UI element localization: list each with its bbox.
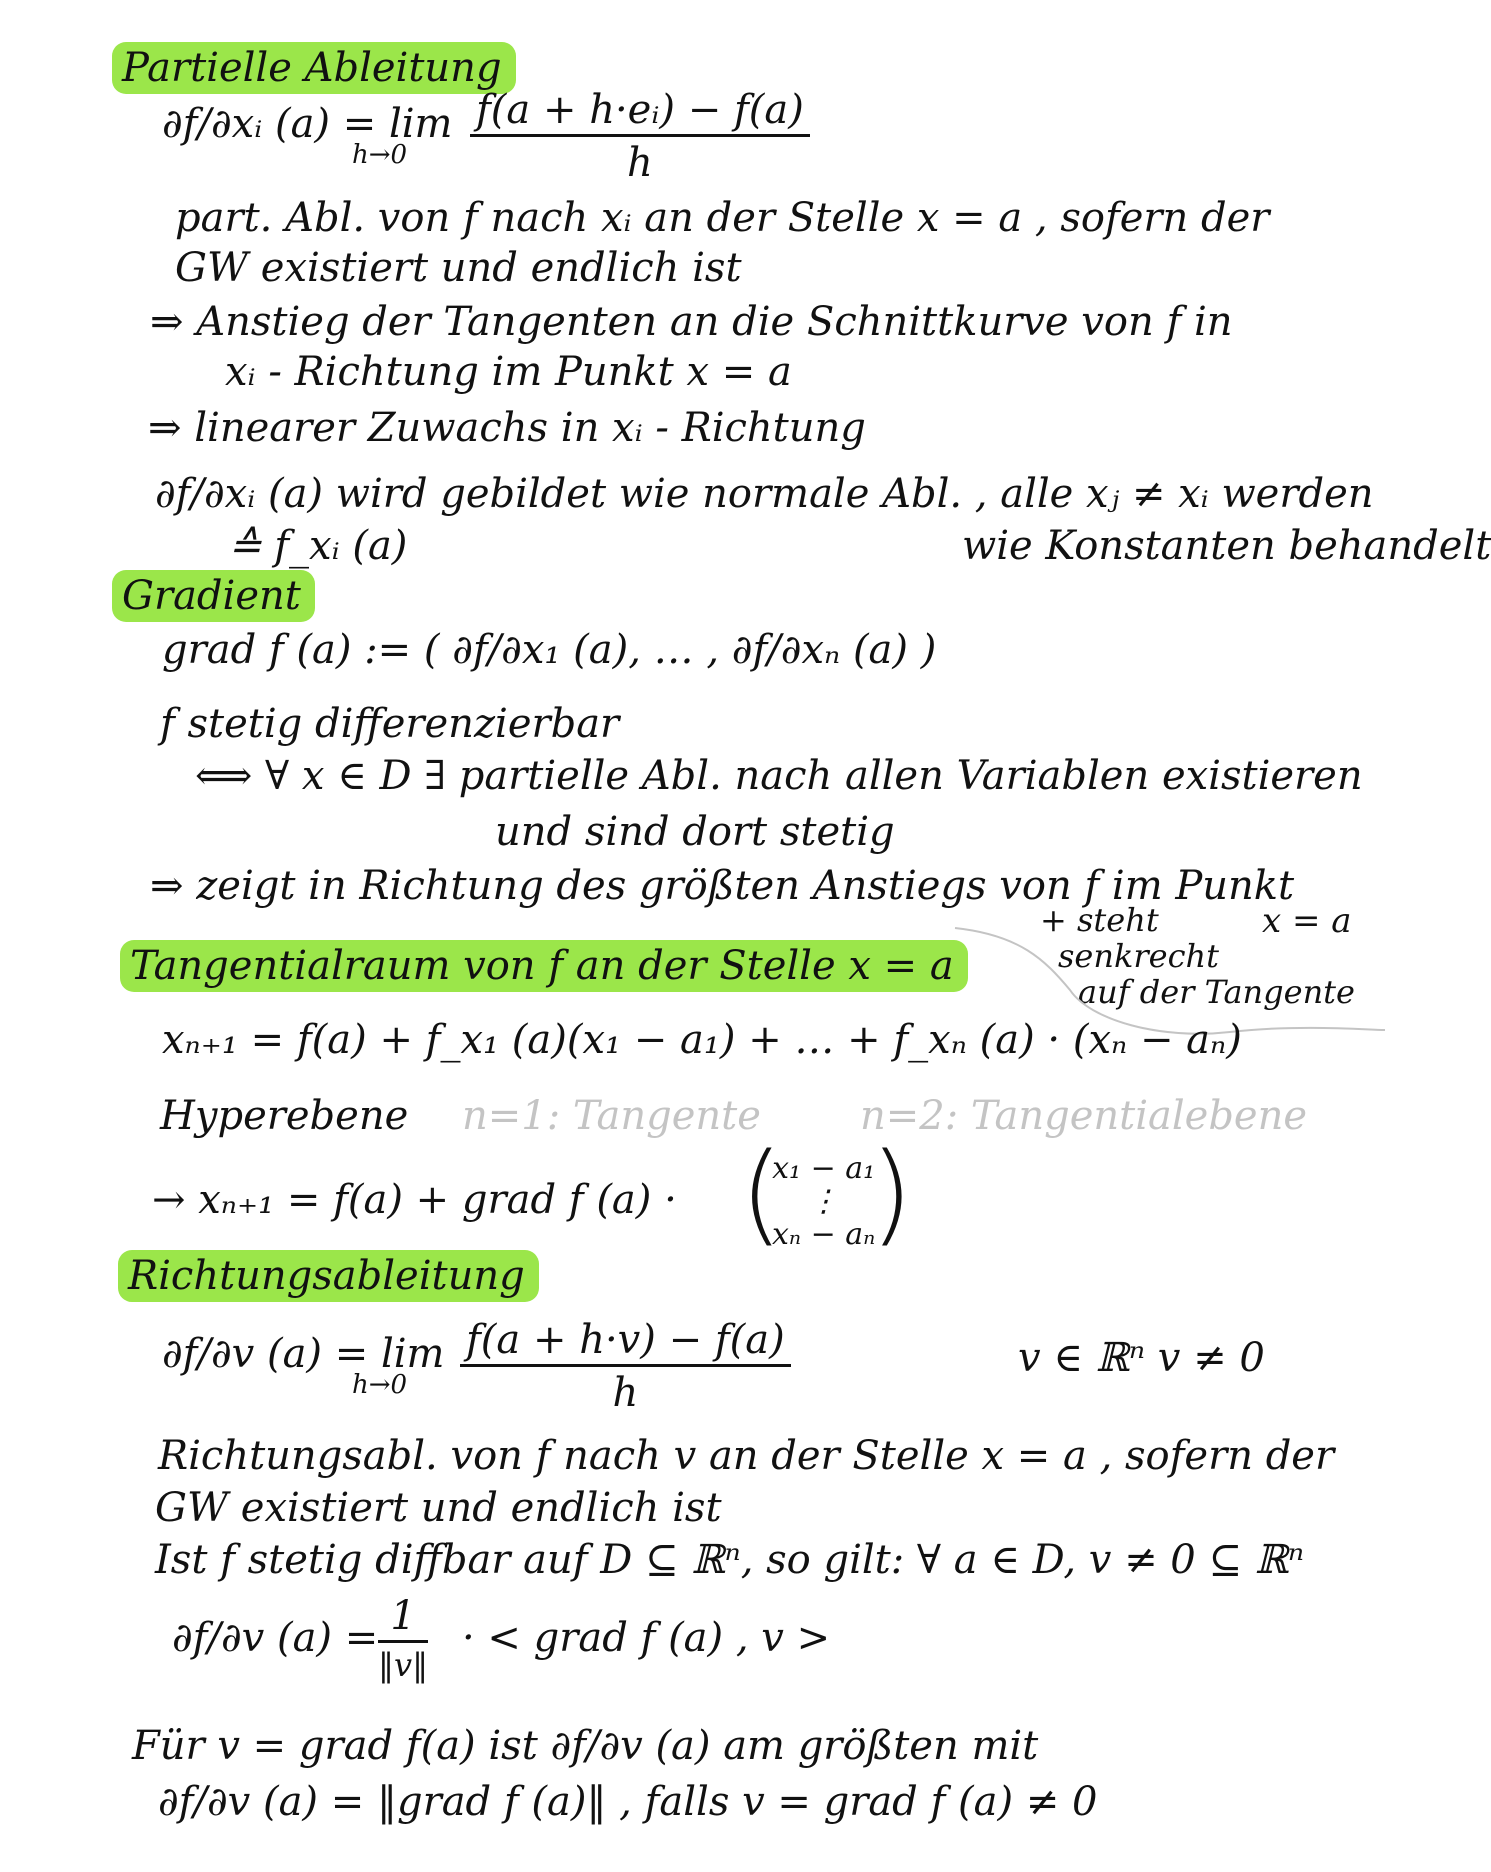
directional-formula-2-denominator: ‖v‖ <box>378 1646 429 1684</box>
partial-text-line-1: part. Abl. von f nach xᵢ an der Stelle x = a , sofern der <box>175 195 1270 241</box>
partial-text-line-6b-right: wie Konstanten behandelt <box>962 523 1491 569</box>
tangent-space-note-n1: n=1: Tangente <box>462 1093 761 1139</box>
partial-text-line-5: ⇒ linearer Zuwachs in xᵢ - Richtung <box>148 405 866 451</box>
directional-formula-fraction <box>460 1317 791 1416</box>
heading-tangentialraum: Tangentialraum von f an der Stelle x = a <box>120 940 968 992</box>
directional-formula-2-numerator: 1 <box>390 1593 416 1639</box>
tangent-space-column-vector <box>772 1152 875 1251</box>
directional-formula-limit-sub: h→0 <box>352 1370 408 1400</box>
heading-gradient: Gradient <box>112 570 315 622</box>
gradient-text-line-2: ⟺ ∀ x ∈ D ∃ partielle Abl. nach allen Variablen existieren <box>195 753 1363 799</box>
heading-partielle-ableitung: Partielle Ableitung <box>112 42 516 94</box>
directional-text-line-3: Ist f stetig diffbar auf D ⊆ ℝⁿ, so gilt: ∀ a ∈ D, v ≠ 0 ⊆ ℝⁿ <box>155 1537 1305 1583</box>
directional-conditions: v ∈ ℝⁿ v ≠ 0 <box>1018 1335 1265 1381</box>
directional-formula-denominator: h <box>612 1370 639 1416</box>
gradient-note-line-3: auf der Tangente <box>1078 973 1355 1011</box>
gradient-text-line-3: und sind dort stetig <box>495 809 895 855</box>
gradient-note-line-2: senkrecht <box>1058 937 1219 975</box>
tangent-space-formula-2: → xₙ₊₁ = f(a) + grad f (a) · <box>152 1177 677 1223</box>
vector-entry-dots: ⋮ <box>808 1184 839 1219</box>
vector-left-paren: ( <box>740 1129 783 1257</box>
partial-text-line-2: GW existiert und endlich ist <box>175 245 742 291</box>
vector-entry-top: x₁ − a₁ <box>772 1151 876 1186</box>
gradient-text-line-1: f stetig differenzierbar <box>160 701 620 747</box>
directional-text-line-5: ∂f/∂v (a) = ‖grad f (a)‖ , falls v = grad f (a) ≠ 0 <box>158 1779 1098 1825</box>
directional-formula-2-rhs: · < grad f (a) , v > <box>462 1615 831 1661</box>
directional-text-line-1: Richtungsabl. von f nach v an der Stelle x = a , sofern der <box>158 1433 1335 1479</box>
gradient-text-line-4-end: x = a <box>1262 901 1352 941</box>
gradient-definition: grad f (a) := ( ∂f/∂x₁ (a), … , ∂f/∂xₙ (a) ) <box>162 627 937 673</box>
vector-entry-bottom: xₙ − aₙ <box>772 1217 876 1252</box>
directional-formula-2-fraction <box>378 1593 429 1684</box>
partial-formula-lhs: ∂f/∂xᵢ (a) = lim <box>162 101 453 147</box>
partial-formula-limit-sub: h→0 <box>352 140 408 170</box>
tangent-space-formula: xₙ₊₁ = f(a) + f_x₁ (a)(x₁ − a₁) + … + f_xₙ (a) · (xₙ − aₙ) <box>162 1017 1242 1063</box>
partial-text-line-6a: ∂f/∂xᵢ (a) wird gebildet wie normale Abl. , alle xⱼ ≠ xᵢ werden <box>155 471 1374 517</box>
directional-formula-lhs: ∂f/∂v (a) = lim <box>162 1331 445 1377</box>
directional-formula-numerator: f(a + h·v) − f(a) <box>466 1317 785 1363</box>
partial-text-line-6b-left: ≙ f_xᵢ (a) <box>228 523 408 569</box>
directional-text-line-2: GW existiert und endlich ist <box>155 1485 722 1531</box>
vector-right-paren: ) <box>870 1129 913 1257</box>
gradient-note-line-1: + steht <box>1040 901 1159 939</box>
directional-text-line-4: Für v = grad f(a) ist ∂f/∂v (a) am größten mit <box>132 1723 1039 1769</box>
partial-text-line-3: ⇒ Anstieg der Tangenten an die Schnittkurve von f in <box>150 299 1233 345</box>
tangent-space-hyperebene: Hyperebene <box>160 1093 409 1139</box>
heading-richtungsableitung: Richtungsableitung <box>118 1250 539 1302</box>
partial-formula-numerator: f(a + h·eᵢ) − f(a) <box>476 87 804 133</box>
partial-text-line-4: xᵢ - Richtung im Punkt x = a <box>225 349 792 395</box>
partial-formula-denominator: h <box>627 140 653 186</box>
gradient-text-line-4: ⇒ zeigt in Richtung des größten Anstiegs von f im Punkt <box>150 863 1295 909</box>
tangent-space-note-n2: n=2: Tangentialebene <box>860 1093 1308 1139</box>
directional-formula-2-lhs: ∂f/∂v (a) = <box>172 1615 379 1661</box>
